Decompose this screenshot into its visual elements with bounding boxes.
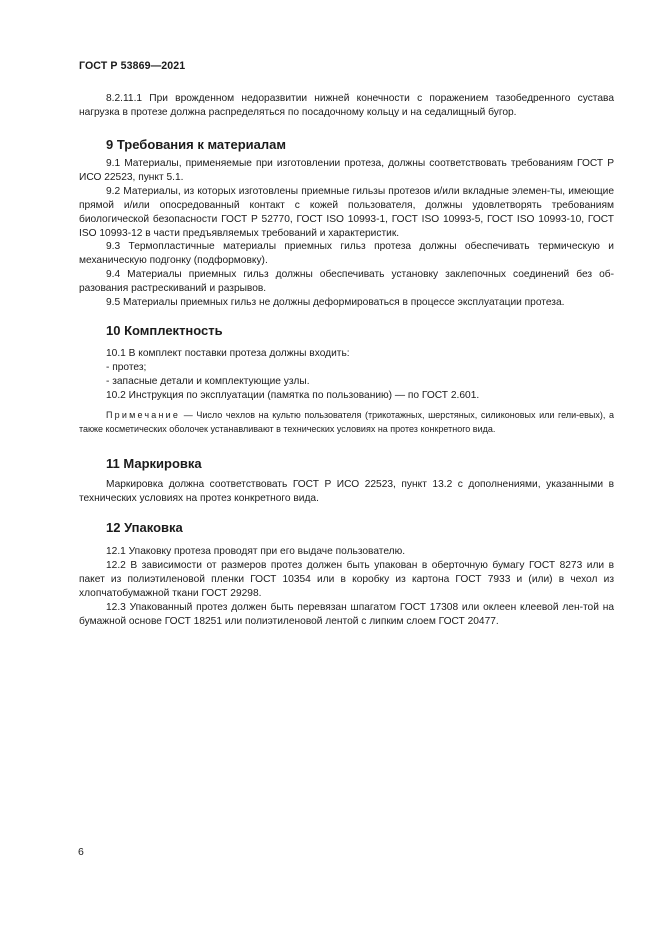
section-10-heading: 10 Комплектность: [106, 323, 223, 338]
note-text: — Число чехлов на культю пользователя (трикотажных, шерстяных, силиконовых или гели-евых), а также косметических оболочек устанавливают в технических условиях на протез конкретного вида.: [79, 409, 614, 434]
paragraph-9-3: 9.3 Термопластичные материалы приемных гильз протеза должны обеспечивать термическую и механическую подгонку (подформовку).: [79, 241, 614, 267]
paragraph-9-1: 9.1 Материалы, применяемые при изготовлении протеза, должны соответствовать требованиям ГОСТ Р ИСО 22523, пункт 5.1.: [79, 158, 614, 183]
section-12-body: [79, 545, 614, 628]
note: [79, 408, 614, 436]
section-10-body: [79, 347, 614, 436]
paragraph-12-1: 12.1 Упаковку протеза проводят при его выдаче пользователю.: [106, 546, 406, 557]
section-11-heading: 11 Маркировка: [106, 456, 202, 471]
paragraph-9-4: 9.4 Материалы приемных гильз должны обеспечивать установку заклепочных соединений без об-разования растрескиваний и разрывов.: [79, 269, 614, 295]
paragraph-12-2: 12.2 В зависимости от размеров протез должен быть упакован в оберточную бумагу ГОСТ 8273 или в пакет из полиэтиленовой пленки ГОСТ 10354 или в коробку из картона ГОСТ 7933 и (или) в чехол из хлопчатобумажной ткани ГОСТ 29298.: [79, 559, 614, 599]
section-9-body: [79, 157, 614, 310]
paragraph-11: Маркировка должна соответствовать ГОСТ Р ИСО 22523, пункт 13.2 с дополнениями, указанными в технических условиях на протез конкретного вида.: [79, 479, 614, 504]
list-item-spare-parts: - запасные детали и комплектующие узлы.: [106, 375, 310, 387]
paragraph-8-2-11-1: 8.2.11.1 При врожденном недоразвитии нижней конечности с поражением тазобедренного сустава нагрузка в протезе должна распределяться по посадочному кольцу и на седалищный бугор.: [79, 93, 614, 118]
page-number: 6: [78, 846, 84, 858]
section-11-body: [79, 478, 614, 506]
note-label: Примечание: [106, 409, 181, 420]
paragraph-9-2: 9.2 Материалы, из которых изготовлены приемные гильзы протезов и/или вкладные элемен-ты, имеющие прямой и/или опосредованный контакт с кожей пользователя, должны удовлетворять требованиям биологической безопасности ГОСТ Р 52770, ГОСТ ISO 10993-1, ГОСТ ISO 10993-5, ГОСТ ISO 10993-10, ГОСТ ISO 10993-12 в части предъявляемых требований и характеристик.: [79, 185, 614, 239]
paragraph-12-3: 12.3 Упакованный протез должен быть перевязан шпагатом ГОСТ 17308 или оклеен клеевой лен-той на бумажной основе ГОСТ 18251 или полиэтиленовой лентой с липким слоем ГОСТ 20477.: [79, 601, 614, 627]
section-9-heading: 9 Требования к материалам: [106, 137, 287, 152]
document-header: ГОСТ Р 53869—2021: [79, 60, 186, 72]
paragraph-10-2: 10.2 Инструкция по эксплуатации (памятка по пользованию) — по ГОСТ 2.601.: [106, 389, 480, 401]
section-12-heading: 12 Упаковка: [106, 520, 183, 535]
intro-block: [79, 92, 614, 120]
paragraph-9-5: 9.5 Материалы приемных гильз не должны деформироваться в процессе эксплуатации протеза.: [106, 297, 565, 309]
list-item-prosthesis: - протез;: [106, 361, 147, 373]
paragraph-10-1: 10.1 В комплект поставки протеза должны входить:: [106, 348, 350, 359]
